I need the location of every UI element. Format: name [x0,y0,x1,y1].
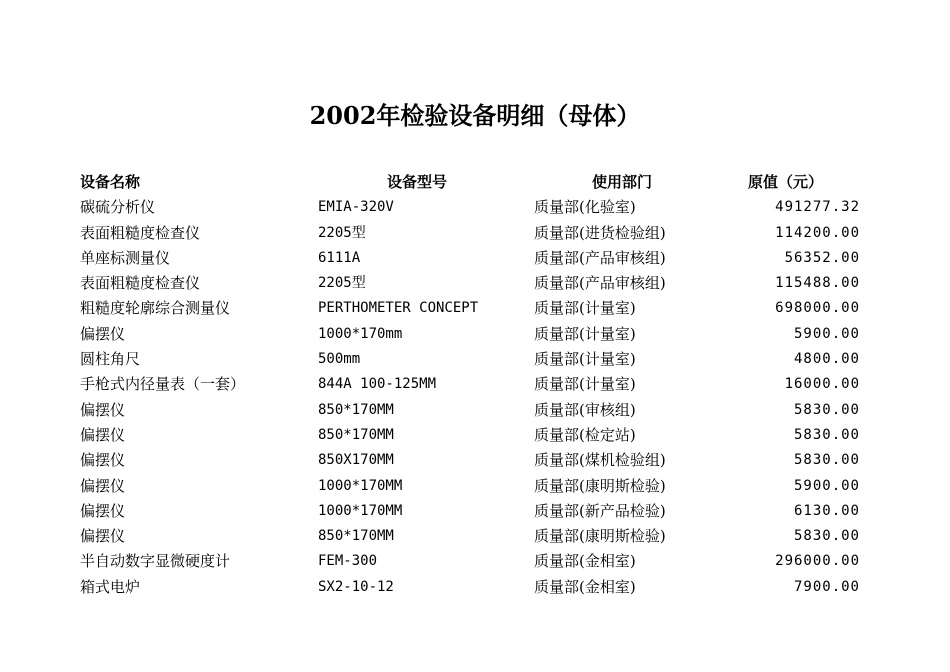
original-value-cell: 5900.00 [793,477,860,494]
equipment-name-cell: 单座标测量仪 [80,248,171,267]
equipment-model-cell: PERTHOMETER CONCEPT [318,300,479,317]
department-cell: 质量部(康明斯检验) [534,476,666,495]
table-body [80,195,870,600]
equipment-model-cell: 850*170MM [318,426,394,443]
equipment-model-cell: 1000*170MM [318,477,403,494]
department-cell: 质量部(检定站) [534,425,636,444]
original-value-cell: 16000.00 [784,376,860,393]
equipment-name-cell: 半自动数字显微硬度计 [80,552,231,571]
department-cell: 质量部(新产品检验) [534,501,666,520]
equipment-name-cell: 手枪式内径量表（一套） [80,375,246,394]
equipment-name-cell: 偏摆仪 [80,527,126,546]
equipment-model-cell: 2205型 [318,275,366,292]
table-row [80,271,870,296]
equipment-model-cell: EMIA-320V [318,199,394,216]
equipment-name-cell: 偏摆仪 [80,400,126,419]
table-row [80,474,870,499]
equipment-model-cell: 6111A [318,249,361,266]
table-row [80,524,870,549]
original-value-cell: 5900.00 [793,325,860,342]
department-cell: 质量部(煤机检验组) [534,451,666,470]
department-cell: 质量部(计量室) [534,299,636,318]
table-header-row [80,170,870,195]
department-cell: 质量部(计量室) [534,350,636,369]
original-value-cell: 698000.00 [775,300,860,317]
original-value-cell: 491277.32 [775,199,860,216]
equipment-name-cell: 箱式电炉 [80,577,141,596]
header-equipment-model: 设备型号 [387,173,448,191]
table-row [80,347,870,372]
equipment-table [80,170,870,600]
equipment-name-cell: 偏摆仪 [80,425,126,444]
table-row [80,221,870,246]
equipment-model-cell: 2205型 [318,224,366,241]
table-row [80,398,870,423]
department-cell: 质量部(化验室) [534,198,636,217]
page-title: 2002年检验设备明细（母体） [309,101,641,130]
table-row [80,499,870,524]
original-value-cell: 6130.00 [793,502,860,519]
original-value-cell: 5830.00 [793,528,860,545]
equipment-model-cell: 844A 100-125MM [318,376,437,393]
equipment-name-cell: 偏摆仪 [80,501,126,520]
table-row [80,448,870,473]
table-row [80,575,870,600]
equipment-model-cell: 850*170MM [318,401,394,418]
equipment-model-cell: SX2-10-12 [318,578,394,595]
original-value-cell: 7900.00 [793,578,860,595]
equipment-model-cell: 850X170MM [318,452,394,469]
header-department: 使用部门 [592,173,653,191]
equipment-model-cell: 1000*170MM [318,502,403,519]
original-value-cell: 296000.00 [775,553,860,570]
department-cell: 质量部(康明斯检验) [534,527,666,546]
original-value-cell: 115488.00 [775,275,860,292]
equipment-name-cell: 偏摆仪 [80,476,126,495]
equipment-name-cell: 表面粗糙度检查仪 [80,274,201,293]
original-value-cell: 56352.00 [784,249,860,266]
table-row [80,549,870,574]
original-value-cell: 5830.00 [793,401,860,418]
department-cell: 质量部(产品审核组) [534,248,666,267]
equipment-model-cell: 1000*170mm [318,325,403,342]
original-value-cell: 5830.00 [793,452,860,469]
equipment-name-cell: 碳硫分析仪 [80,198,156,217]
table-row [80,372,870,397]
equipment-name-cell: 偏摆仪 [80,324,126,343]
table-row [80,423,870,448]
header-equipment-name: 设备名称 [80,173,141,191]
department-cell: 质量部(进货检验组) [534,223,666,242]
table-row [80,296,870,321]
header-original-value: 原值（元） [748,173,824,191]
equipment-model-cell: 850*170MM [318,528,394,545]
equipment-model-cell: FEM-300 [318,553,378,570]
equipment-name-cell: 偏摆仪 [80,451,126,470]
equipment-model-cell: 500mm [318,351,361,368]
table-row [80,195,870,220]
table-row [80,322,870,347]
department-cell: 质量部(计量室) [534,375,636,394]
equipment-name-cell: 粗糙度轮廓综合测量仪 [80,299,231,318]
department-cell: 质量部(审核组) [534,400,636,419]
department-cell: 质量部(金相室) [534,552,636,571]
original-value-cell: 114200.00 [775,224,860,241]
original-value-cell: 4800.00 [793,351,860,368]
original-value-cell: 5830.00 [793,426,860,443]
equipment-name-cell: 圆柱角尺 [80,350,141,369]
table-row [80,246,870,271]
department-cell: 质量部(产品审核组) [534,274,666,293]
equipment-name-cell: 表面粗糙度检查仪 [80,223,201,242]
department-cell: 质量部(金相室) [534,577,636,596]
department-cell: 质量部(计量室) [534,324,636,343]
